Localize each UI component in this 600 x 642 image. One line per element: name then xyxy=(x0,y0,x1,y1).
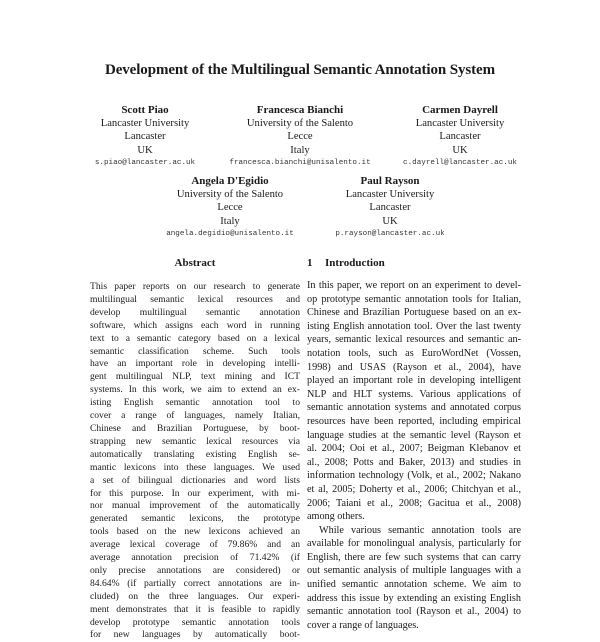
text-line: average annotation precision of 71.42% (if xyxy=(90,552,300,564)
text-line: semantic annotation tool (Rayson et al., 2004) to xyxy=(307,606,521,618)
abstract-heading: Abstract xyxy=(174,257,216,269)
text-line: al. 2004; Ooi et al., 2007; Beigman Klebanov et xyxy=(307,443,521,455)
text-line: 2006; Taiani et al., 2008; Gacitua et al., 2008) xyxy=(307,497,521,509)
author-city: Lancaster xyxy=(369,202,411,214)
author-block xyxy=(300,175,480,241)
section-heading xyxy=(307,257,385,269)
text-line: resources have been reported, including empirical xyxy=(307,415,521,427)
text-line: played an important role in developing intelligent xyxy=(307,375,521,387)
author-country: Italy xyxy=(220,215,240,227)
author-name: Scott Piao xyxy=(121,104,169,116)
text-line: cover a range of languages. xyxy=(307,619,419,631)
author-name: Angela D'Egidio xyxy=(191,175,269,187)
author-email[interactable]: angela.degidio@unisalento.it xyxy=(166,229,294,238)
text-line: While various semantic annotation tools are xyxy=(319,524,521,536)
text-line: al., 2008; Potts and Baker, 2013) and studies in xyxy=(307,456,521,468)
author-affiliation: Lancaster University xyxy=(100,118,190,130)
section-number: 1 xyxy=(307,257,313,269)
text-line: 1998) and USAS (Rayson et al., 2004), have xyxy=(307,361,521,373)
paragraph xyxy=(307,279,521,524)
author-city: Lancaster xyxy=(439,131,481,143)
text-line: strapping new semantic lexical resources via xyxy=(90,435,300,447)
author-country: UK xyxy=(452,144,468,156)
text-line: This paper reports on our research to generate xyxy=(90,281,300,292)
text-line: text to a semantic category based on a lexical xyxy=(90,332,300,344)
author-name: Paul Rayson xyxy=(360,175,420,187)
text-line: software, which assigns each word in running xyxy=(90,319,300,331)
text-line: unified semantic annotation scheme. We aim to xyxy=(307,579,521,591)
introduction-body xyxy=(307,279,521,632)
text-line: for new languages by automatically boot- xyxy=(90,629,300,641)
paper-title: Development of the Multilingual Semantic Annotation System xyxy=(104,62,496,78)
text-line: nor manual improvement of the automatically xyxy=(90,500,300,512)
text-line: out semantic analysis of multiple languages with a xyxy=(307,565,521,577)
author-affiliation: University of the Salento xyxy=(246,118,354,130)
text-line: address this issue by extending an existing English xyxy=(307,592,521,604)
text-line: Chinese and Brazilian Portuguese based on an ex- xyxy=(307,307,521,319)
author-city: Lecce xyxy=(287,131,313,143)
author-city: Lancaster xyxy=(124,131,166,143)
author-email[interactable]: p.rayson@lancaster.ac.uk xyxy=(335,229,445,238)
text-line: automatically translating existing English se- xyxy=(90,448,300,460)
text-line: cover a range of languages, namely Italian, xyxy=(90,410,300,422)
text-line: multilingual semantic lexical resources and xyxy=(90,293,300,305)
author-block xyxy=(205,104,395,170)
author-email[interactable]: s.piao@lancaster.ac.uk xyxy=(94,158,196,167)
section-title: Introduction xyxy=(325,257,385,269)
text-line: systems. In this work, we aim to extend an ex- xyxy=(90,384,300,396)
text-line: op prototype semantic annotation tools for Italian, xyxy=(307,293,521,305)
author-block xyxy=(370,104,550,170)
text-line: only precise annotations are considered) or xyxy=(90,564,300,576)
text-line: average lexical coverage of 79.86% and an xyxy=(90,539,300,551)
text-line: a set of bilingual dictionaries and word lists xyxy=(90,474,300,486)
text-line: have an important role in developing intelli- xyxy=(90,358,300,370)
text-line: available for monolingual analysis, particularly for xyxy=(307,538,521,550)
author-city: Lecce xyxy=(217,202,243,214)
author-affiliation: Lancaster University xyxy=(345,189,435,201)
text-line: develop multilingual semantic annotation xyxy=(90,306,300,318)
author-country: Italy xyxy=(290,144,310,156)
abstract-body xyxy=(90,281,300,642)
text-line: isting English annotation tool. Over the last twenty xyxy=(307,320,521,332)
text-line: for this purpose. In our experiment, with mi- xyxy=(90,487,300,499)
text-line: tools based on the new lexicons achieved an xyxy=(90,526,300,538)
text-line: gent multilingual NLP, text mining and ICT xyxy=(90,371,300,383)
paragraph xyxy=(307,524,521,633)
author-country: UK xyxy=(137,144,153,156)
author-name: Carmen Dayrell xyxy=(422,104,498,116)
text-line: 84.64% (if partially correct annotations are in- xyxy=(90,577,300,589)
text-line: Chinese and Brazilian Portuguese, by boot- xyxy=(90,422,300,434)
text-line: years, semantic lexical resources and semantic an- xyxy=(307,334,521,346)
text-line: information technology (Volk, et al., 2002; Nakano xyxy=(307,470,521,482)
author-country: UK xyxy=(382,215,398,227)
text-line: among others. xyxy=(307,511,365,523)
text-line: semantic classification scheme. Such tools xyxy=(90,345,300,357)
text-line: In this paper, we report on an experiment to devel- xyxy=(307,280,521,291)
author-name: Francesca Bianchi xyxy=(256,104,344,116)
text-line: cluded) on the three languages. Our experi- xyxy=(90,590,300,602)
author-affiliation: Lancaster University xyxy=(415,118,505,130)
text-line: et al, 2005; Doherty et al., 2006; Chitchyan et al., xyxy=(307,483,521,495)
author-email[interactable]: francesca.bianchi@unisalento.it xyxy=(229,158,371,167)
text-line: isting English semantic annotation tool to xyxy=(90,397,300,409)
text-line: language studies at the semantic level (Rayson et xyxy=(307,429,521,441)
author-email[interactable]: c.dayrell@lancaster.ac.uk xyxy=(403,158,517,167)
author-affiliation: University of the Salento xyxy=(176,189,284,201)
text-line: NLP and HLT systems. Various applications of xyxy=(307,388,521,400)
author-block xyxy=(140,175,320,241)
text-line: notation tools, such as EuroWordNet (Vossen, xyxy=(307,347,521,359)
text-line: mantic lexicons into these languages. We used xyxy=(90,461,300,473)
text-line: semantic annotation systems and annotated corpus xyxy=(307,402,521,414)
text-line: generated semantic lexicons, the prototype xyxy=(90,513,300,525)
text-line: develop prototype semantic annotation tools xyxy=(90,616,300,628)
text-line: ment demonstrates that it is feasible to rapidly xyxy=(90,603,300,615)
text-line: English, there are few such systems that can carry xyxy=(307,551,521,563)
